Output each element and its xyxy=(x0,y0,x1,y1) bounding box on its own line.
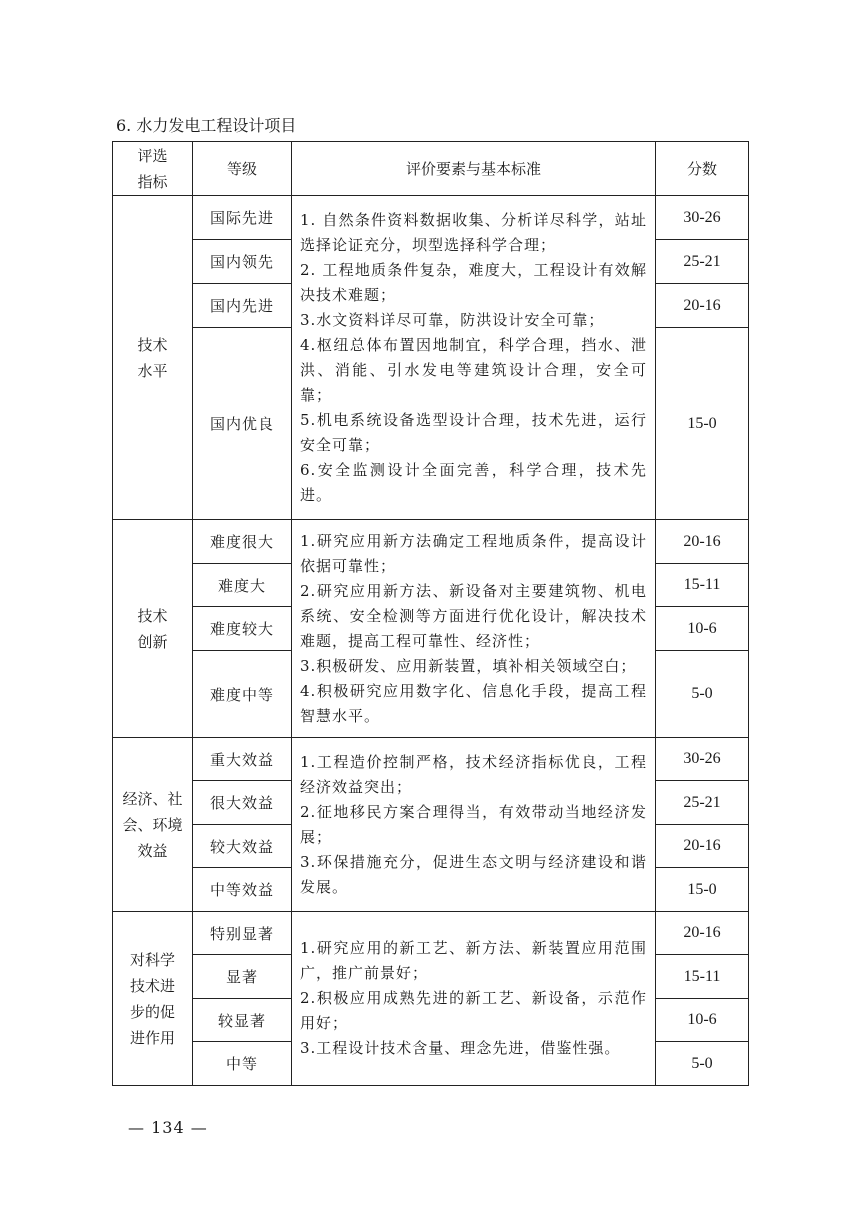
level-cell: 难度大 xyxy=(193,564,292,607)
standard-item: 1.研究应用的新工艺、新方法、新装置应用范围广，推广前景好； xyxy=(300,939,647,982)
score-cell: 5-0 xyxy=(656,651,749,738)
level-cell: 中等 xyxy=(193,1042,292,1086)
indicator-cell: 对科学技术进步的促进作用 xyxy=(113,912,193,1086)
level-cell: 较显著 xyxy=(193,999,292,1042)
standard-cell xyxy=(292,912,656,1086)
header-indicator: 评选指标 xyxy=(113,142,193,196)
standard-item: 5.机电系统设备选型设计合理，技术先进，运行安全可靠； xyxy=(300,410,647,454)
evaluation-table xyxy=(112,141,749,1086)
level-cell: 较大效益 xyxy=(193,825,292,868)
header-score: 分数 xyxy=(656,142,749,196)
standard-item: 2.研究应用新方法、新设备对主要建筑物、机电系统、安全检测等方面进行优化设计，解决技术难题，提高工程可靠性、经济性； xyxy=(300,581,647,650)
table-row xyxy=(113,520,749,564)
level-cell: 特别显著 xyxy=(193,912,292,955)
standard-item: 3.水文资料详尽可靠，防洪设计安全可靠； xyxy=(300,310,605,329)
score-cell: 15-0 xyxy=(656,868,749,912)
level-cell: 难度较大 xyxy=(193,607,292,651)
score-cell: 25-21 xyxy=(656,240,749,284)
indicator-cell: 技术水平 xyxy=(113,196,193,520)
standard-cell xyxy=(292,738,656,912)
standard-item: 3.环保措施充分，促进生态文明与经济建设和谐发展。 xyxy=(300,852,647,896)
score-cell: 30-26 xyxy=(656,738,749,781)
level-cell: 显著 xyxy=(193,955,292,999)
section-heading: 6. 水力发电工程设计项目 xyxy=(116,116,297,135)
standard-item: 6.安全监测设计全面完善，科学合理，技术先进。 xyxy=(300,460,647,504)
score-cell: 20-16 xyxy=(656,912,749,955)
standard-item: 4.枢纽总体布置因地制宜，科学合理，挡水、泄洪、消能、引水发电等建筑设计合理，安全可靠； xyxy=(300,335,647,404)
standard-item: 1.研究应用新方法确定工程地质条件，提高设计依据可靠性； xyxy=(300,531,647,575)
score-cell: 20-16 xyxy=(656,825,749,868)
level-cell: 国际先进 xyxy=(193,196,292,240)
score-cell: 15-11 xyxy=(656,955,749,999)
level-cell: 很大效益 xyxy=(193,781,292,825)
standard-cell xyxy=(292,520,656,738)
table-row xyxy=(113,912,749,955)
level-cell: 难度中等 xyxy=(193,651,292,738)
page-number: — 134 — xyxy=(128,1118,208,1137)
table-row xyxy=(113,196,749,240)
standard-item: 3.工程设计技术含量、理念先进，借鉴性强。 xyxy=(300,1039,621,1057)
level-cell: 国内领先 xyxy=(193,240,292,284)
header-standard: 评价要素与基本标准 xyxy=(292,142,656,196)
score-cell: 20-16 xyxy=(656,284,749,328)
standard-item: 1. 自然条件资料数据收集、分析详尽科学，站址选择论证充分，坝型选择科学合理； xyxy=(300,210,647,254)
table-header-row xyxy=(113,142,749,196)
standard-item: 2.征地移民方案合理得当，有效带动当地经济发展； xyxy=(300,802,647,846)
level-cell: 重大效益 xyxy=(193,738,292,781)
level-cell: 难度很大 xyxy=(193,520,292,564)
standard-item: 2.积极应用成熟先进的新工艺、新设备，示范作用好； xyxy=(300,989,647,1032)
indicator-cell: 经济、社会、环境效益 xyxy=(113,738,193,912)
score-cell: 15-0 xyxy=(656,328,749,520)
header-level: 等级 xyxy=(193,142,292,196)
level-cell: 国内先进 xyxy=(193,284,292,328)
score-cell: 30-26 xyxy=(656,196,749,240)
standard-item: 1.工程造价控制严格，技术经济指标优良，工程经济效益突出； xyxy=(300,752,647,796)
level-cell: 国内优良 xyxy=(193,328,292,520)
standard-cell xyxy=(292,196,656,520)
score-cell: 20-16 xyxy=(656,520,749,564)
score-cell: 5-0 xyxy=(656,1042,749,1086)
standard-item: 4.积极研究应用数字化、信息化手段，提高工程智慧水平。 xyxy=(300,681,647,725)
standard-item: 2. 工程地质条件复杂，难度大，工程设计有效解决技术难题； xyxy=(300,260,647,304)
score-cell: 15-11 xyxy=(656,564,749,607)
score-cell: 25-21 xyxy=(656,781,749,825)
standard-item: 3.积极研发、应用新装置，填补相关领域空白； xyxy=(300,656,637,675)
indicator-cell: 技术创新 xyxy=(113,520,193,738)
table-row xyxy=(113,738,749,781)
score-cell: 10-6 xyxy=(656,607,749,651)
level-cell: 中等效益 xyxy=(193,868,292,912)
score-cell: 10-6 xyxy=(656,999,749,1042)
